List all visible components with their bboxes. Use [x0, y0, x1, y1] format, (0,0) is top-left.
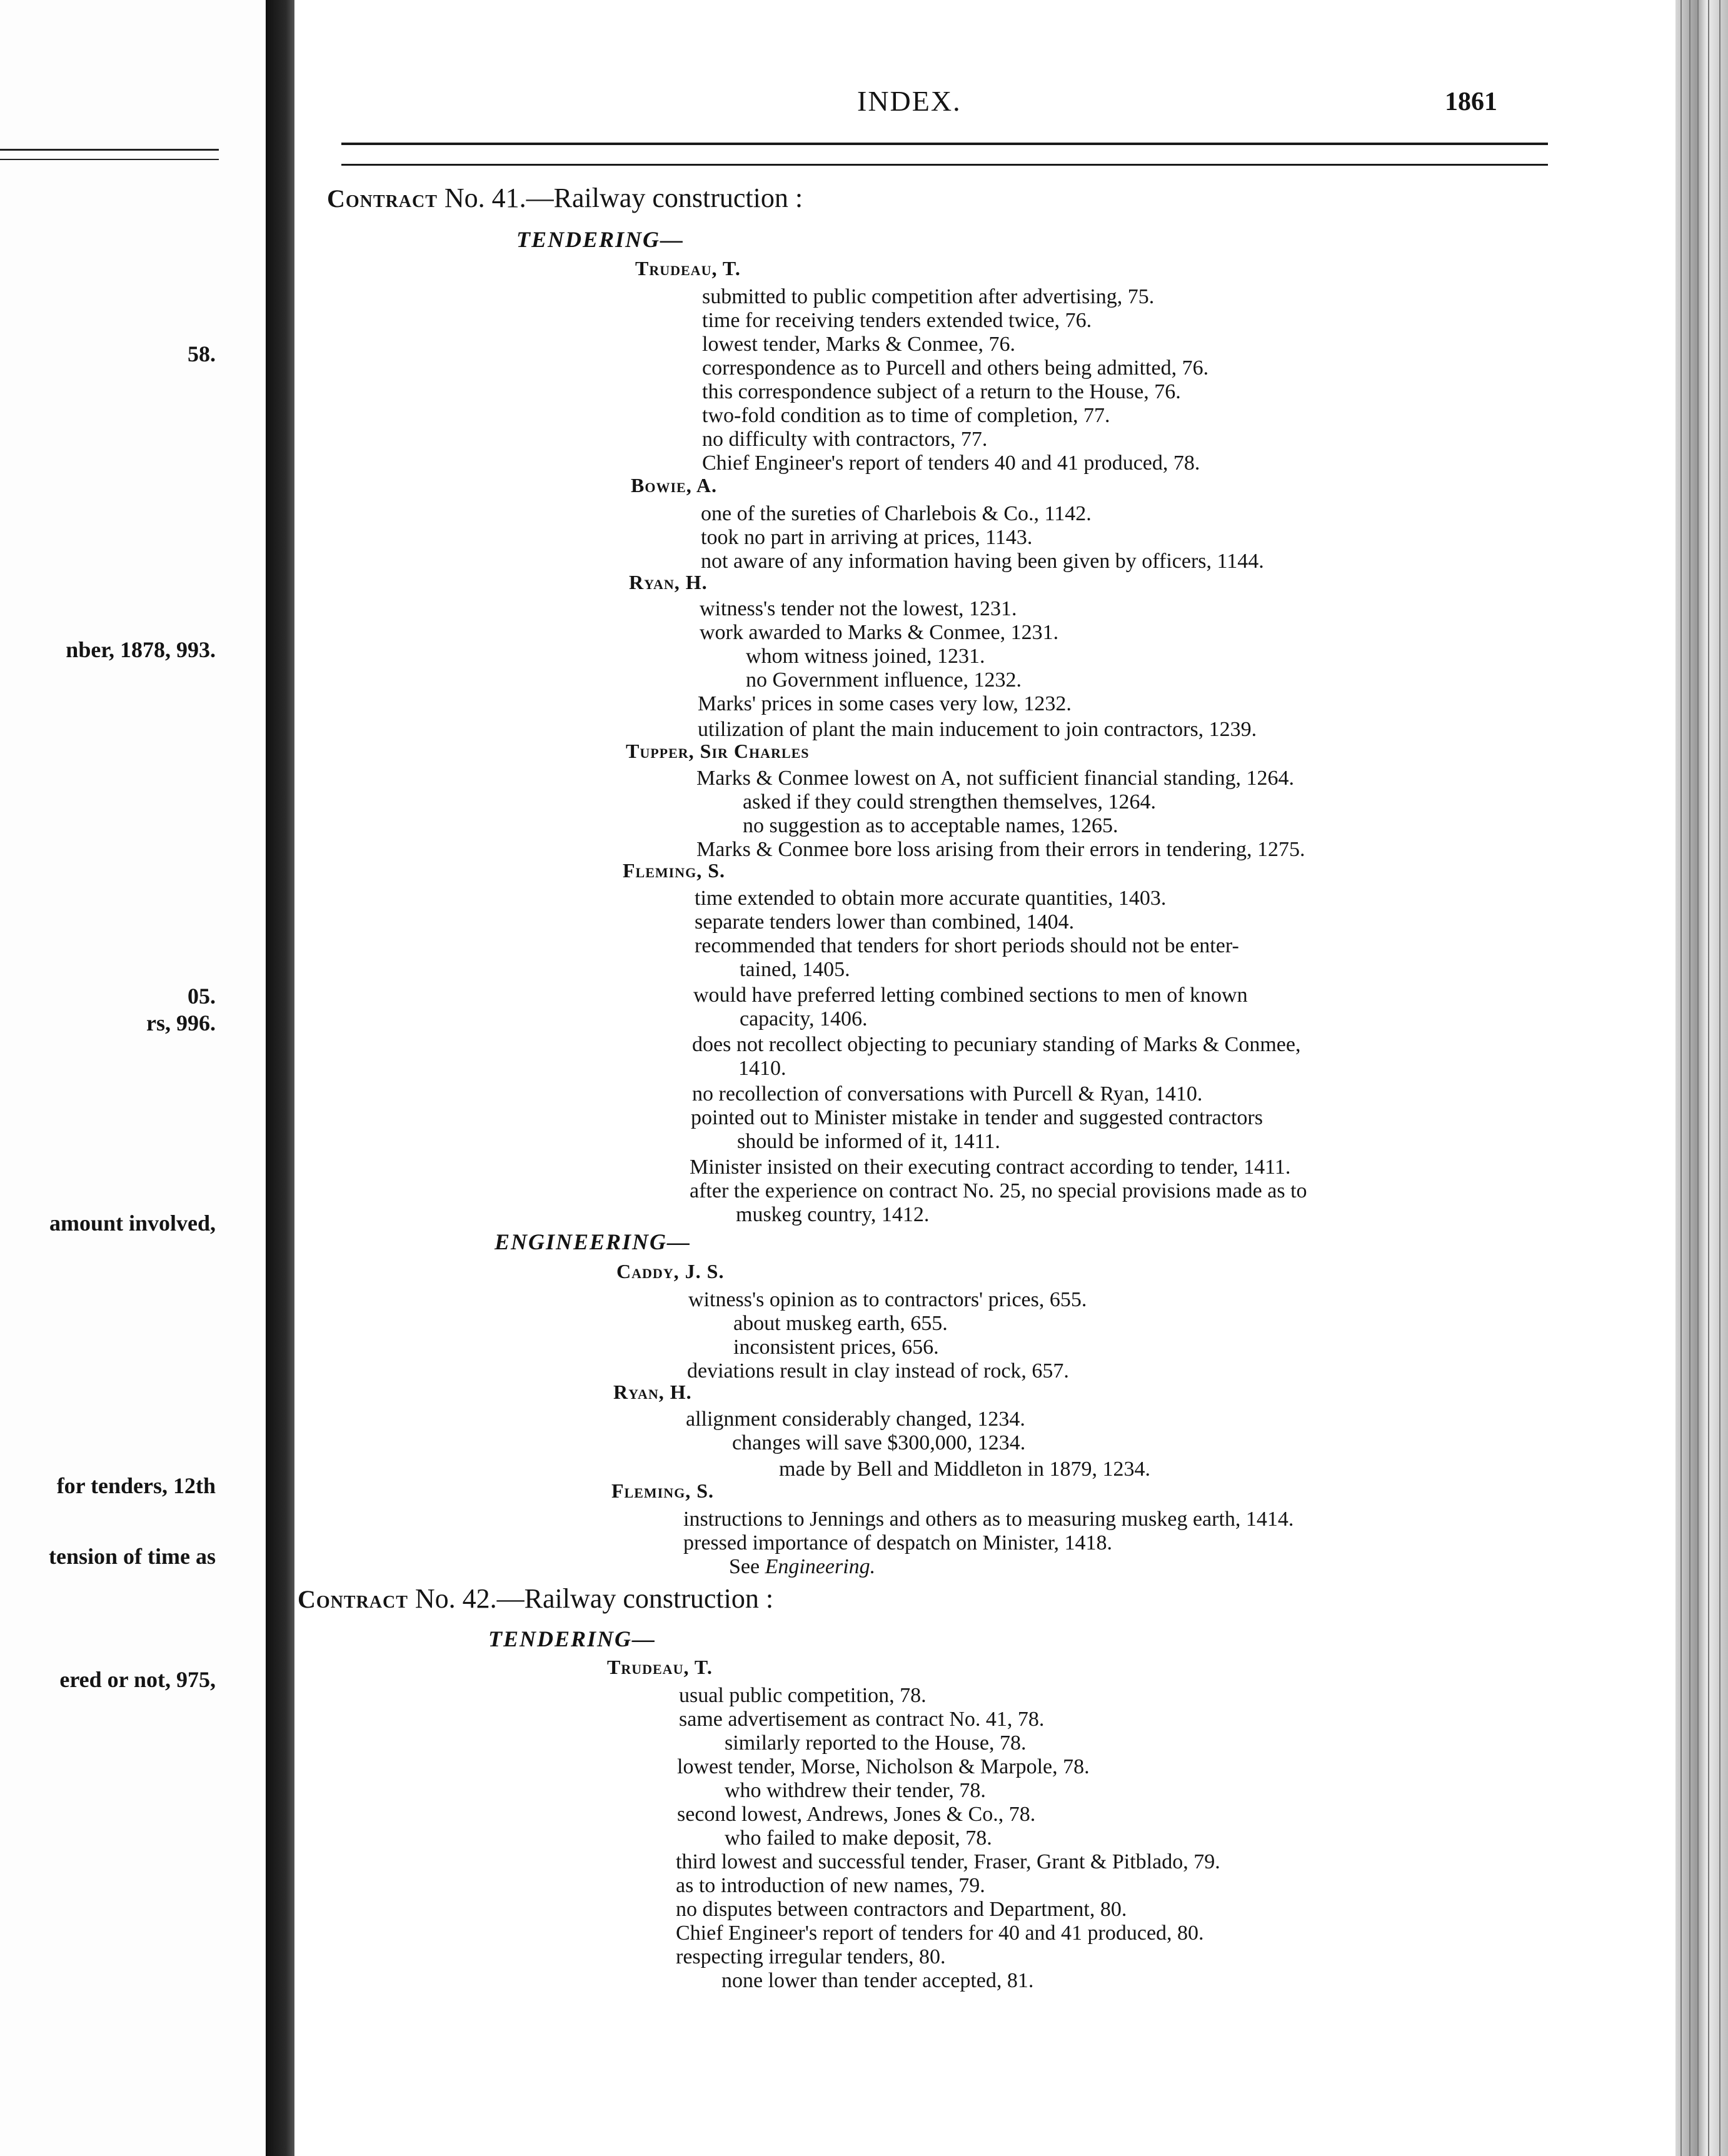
witness-name: Trudeau, T. — [607, 1656, 713, 1678]
index-entry: should be informed of it, 1411. — [737, 1130, 1000, 1153]
index-entry: witness's opinion as to contractors' prices, 655. — [688, 1288, 1087, 1311]
witness-name: Ryan, H. — [613, 1381, 692, 1403]
index-entry: third lowest and successful tender, Fraser, Grant & Pitblado, 79. — [676, 1850, 1220, 1873]
index-entry: as to introduction of new names, 79. — [676, 1874, 985, 1897]
previous-page-fragment — [0, 0, 266, 2156]
see-reference — [729, 1556, 875, 1578]
page-header — [294, 84, 1675, 128]
index-entry: recommended that tenders for short periods should not be enter- — [695, 934, 1239, 957]
section-heading: ENGINEERING— — [495, 1229, 691, 1254]
index-entry: time for receiving tenders extended twice, 76. — [702, 309, 1092, 332]
index-entry: took no part in arriving at prices, 1143. — [701, 526, 1033, 549]
index-entry: whom witness joined, 1231. — [746, 645, 985, 668]
index-entry: one of the sureties of Charlebois & Co., 1142. — [701, 502, 1092, 525]
index-entry: Chief Engineer's report of tenders 40 and 41 produced, 78. — [702, 451, 1200, 475]
index-entry: allignment considerably changed, 1234. — [686, 1408, 1025, 1431]
index-entry: this correspondence subject of a return to the House, 76. — [702, 380, 1181, 403]
index-entry: instructions to Jennings and others as to measuring muskeg earth, 1414. — [683, 1508, 1294, 1531]
index-entry: muskeg country, 1412. — [736, 1203, 930, 1226]
page-fragment-text: 05. — [188, 984, 216, 1009]
book-spine — [266, 0, 294, 2156]
index-entry: pointed out to Minister mistake in tender and suggested contractors — [691, 1106, 1263, 1129]
witness-name: Bowie, A. — [631, 474, 718, 496]
index-entry: lowest tender, Morse, Nicholson & Marpole, 78. — [677, 1755, 1090, 1778]
index-entry: who failed to make deposit, 78. — [725, 1826, 992, 1850]
contract-title: No. 42.—Railway construction : — [414, 1583, 774, 1614]
index-entry: work awarded to Marks & Conmee, 1231. — [700, 621, 1059, 644]
index-entry: changes will save $300,000, 1234. — [732, 1431, 1026, 1454]
index-entry: time extended to obtain more accurate quantities, 1403. — [695, 887, 1167, 910]
witness-name: Ryan, H. — [629, 571, 708, 593]
page-title: INDEX. — [857, 85, 962, 117]
index-entry: witness's tender not the lowest, 1231. — [700, 597, 1017, 620]
section-heading: TENDERING— — [516, 227, 685, 252]
see-target: Engineering. — [765, 1555, 876, 1578]
page-edge-stack — [1675, 0, 1728, 2156]
index-entry: none lower than tender accepted, 81. — [721, 1969, 1034, 1992]
page-fragment-text: rs, 996. — [146, 1010, 216, 1035]
index-entry: Marks & Conmee bore loss arising from their errors in tendering, 1275. — [696, 838, 1305, 861]
header-rule — [341, 143, 1548, 145]
index-entry: about muskeg earth, 655. — [733, 1312, 948, 1335]
index-entry: Minister insisted on their executing contract according to tender, 1411. — [690, 1156, 1291, 1179]
witness-name: Trudeau, T. — [635, 257, 741, 280]
index-entry: who withdrew their tender, 78. — [725, 1779, 986, 1802]
index-entry: no difficulty with contractors, 77. — [702, 428, 988, 451]
contract-heading — [298, 1585, 773, 1613]
index-entry: pressed importance of despatch on Minister, 1418. — [683, 1531, 1113, 1554]
index-entry: no disputes between contractors and Department, 80. — [676, 1898, 1127, 1921]
witness-name: Fleming, S. — [623, 859, 726, 882]
witness-name: Fleming, S. — [611, 1479, 715, 1502]
contract-title: No. 41.—Railway construction : — [444, 183, 803, 213]
index-entry: does not recollect objecting to pecuniary standing of Marks & Conmee, — [692, 1033, 1301, 1056]
index-entry: two-fold condition as to time of completion, 77. — [702, 404, 1110, 427]
page-fragment-text: amount involved, — [49, 1211, 216, 1236]
index-entry: capacity, 1406. — [740, 1007, 868, 1030]
index-entry: utilization of plant the main inducement to join contractors, 1239. — [698, 718, 1257, 741]
index-entry: would have preferred letting combined sections to men of known — [693, 984, 1248, 1007]
index-entry: not aware of any information having been given by officers, 1144. — [701, 550, 1264, 573]
index-entry: deviations result in clay instead of rock, 657. — [687, 1359, 1069, 1383]
witness-name: Tupper, Sir Charles — [626, 740, 810, 762]
index-entry: Chief Engineer's report of tenders for 40 and 41 produced, 80. — [676, 1922, 1204, 1945]
index-entry: same advertisement as contract No. 41, 78. — [679, 1708, 1045, 1731]
index-entry: inconsistent prices, 656. — [733, 1336, 939, 1359]
index-entry: correspondence as to Purcell and others being admitted, 76. — [702, 356, 1209, 380]
page-fragment-text: for tenders, 12th — [56, 1473, 216, 1498]
see-label: See — [729, 1555, 760, 1578]
index-entry: tained, 1405. — [740, 958, 850, 981]
index-entry: usual public competition, 78. — [679, 1684, 927, 1707]
index-entry: Marks' prices in some cases very low, 1232. — [698, 692, 1072, 715]
index-page — [294, 0, 1675, 2156]
index-entry: no recollection of conversations with Purcell & Ryan, 1410. — [692, 1082, 1203, 1106]
header-rule — [341, 164, 1548, 166]
index-entry: separate tenders lower than combined, 1404. — [695, 910, 1075, 934]
index-entry: respecting irregular tenders, 80. — [676, 1945, 946, 1968]
index-entry: second lowest, Andrews, Jones & Co., 78. — [677, 1803, 1036, 1826]
index-entry: after the experience on contract No. 25, no special provisions made as to — [690, 1179, 1307, 1202]
index-entry: submitted to public competition after advertising, 75. — [702, 285, 1155, 308]
contract-heading — [327, 184, 803, 212]
index-entry: lowest tender, Marks & Conmee, 76. — [702, 333, 1015, 356]
header-rule — [0, 149, 219, 151]
header-rule — [0, 159, 219, 160]
page-fragment-text: 58. — [188, 341, 216, 366]
page-fragment-text: nber, 1878, 993. — [66, 637, 216, 662]
index-entry: no Government influence, 1232. — [746, 668, 1022, 692]
index-entry: made by Bell and Middleton in 1879, 1234. — [779, 1458, 1150, 1481]
index-entry: 1410. — [738, 1057, 786, 1080]
contract-label: Contract — [327, 184, 438, 213]
contract-label: Contract — [298, 1585, 408, 1613]
page-fragment-text: ered or not, 975, — [59, 1667, 216, 1692]
page-number: 1861 — [1445, 88, 1497, 116]
index-entry: Marks & Conmee lowest on A, not sufficient financial standing, 1264. — [696, 767, 1294, 790]
index-entry: no suggestion as to acceptable names, 1265. — [743, 814, 1118, 837]
index-entry: similarly reported to the House, 78. — [725, 1731, 1027, 1755]
page-fragment-text: tension of time as — [49, 1544, 216, 1569]
index-entry: asked if they could strengthen themselves, 1264. — [743, 790, 1156, 814]
section-heading: TENDERING— — [488, 1626, 656, 1651]
witness-name: Caddy, J. S. — [616, 1260, 725, 1282]
